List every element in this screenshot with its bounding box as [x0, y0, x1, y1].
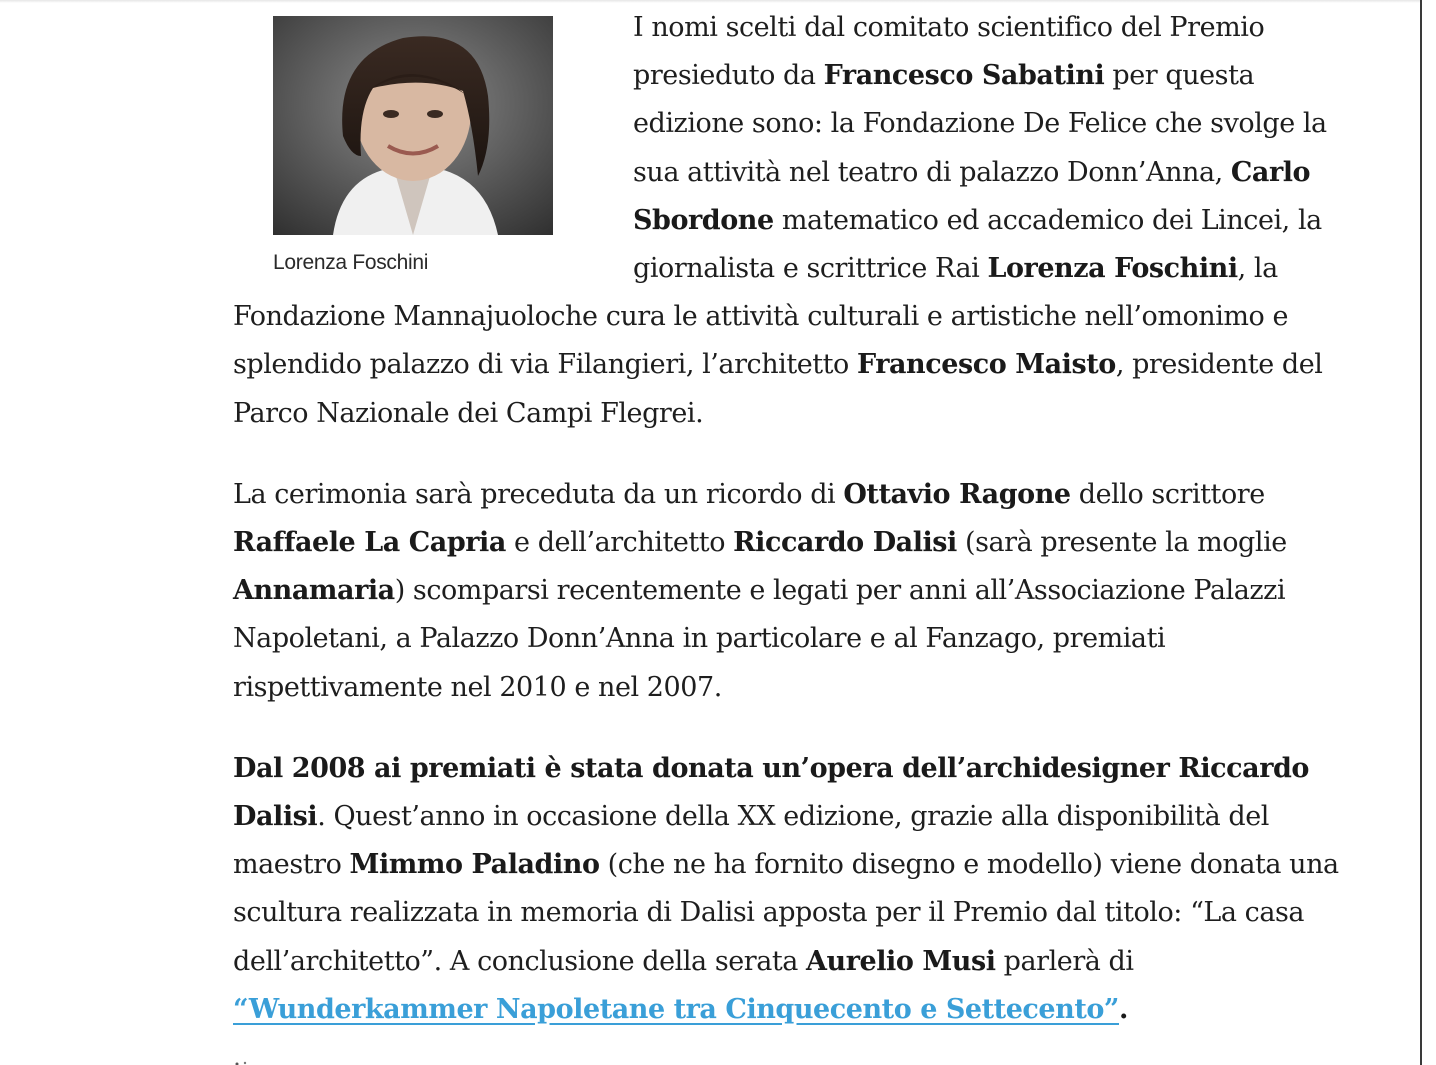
portrait-illustration	[273, 16, 553, 235]
window-edge	[1420, 0, 1422, 1065]
name-aurelio-musi: Aurelio Musi	[806, 945, 996, 977]
text-segment: I nomi scelti dal comitato scientifico del Premio presieduto da	[633, 12, 1265, 92]
bold-statement: Dal 2008 ai premiati è stata donata un’opera dell’archidesigner Riccardo Dalisi	[233, 752, 1309, 833]
name-mimmo-paladino: Mimmo Paladino	[349, 849, 600, 881]
text-segment: , la Fondazione Mannajuoloche cura le attività culturali e artistiche nell’omonimo e splendido palazzo di via Filangieri, l’architetto	[233, 253, 1289, 381]
article-figure	[273, 16, 593, 277]
name-ottavio-ragone: Ottavio Ragone	[843, 478, 1071, 510]
text-segment: per questa edizione sono: la Fondazione De Felice che svolge la sua attività nel teatro di palazzo Donn’Anna,	[633, 60, 1327, 188]
name-francesco-sabatini: Francesco Sabatini	[823, 60, 1105, 92]
next-item-fragment	[233, 1058, 249, 1065]
portrait-photo	[273, 16, 553, 235]
name-raffaele-la-capria: Raffaele La Capria	[233, 527, 506, 559]
name-carlo-sbordone: Carlo Sbordone	[633, 156, 1311, 236]
article-body	[233, 0, 1343, 1065]
photo-caption: Lorenza Foschini	[273, 251, 429, 274]
paragraph-ceremony	[233, 471, 1343, 712]
text-segment: , presidente del Parco Nazionale dei Campi Flegrei.	[233, 349, 1323, 429]
text-segment: . Quest’anno in occasione della XX edizione, grazie alla disponibilità del maestro	[233, 801, 1269, 881]
text-segment: dello scrittore	[1070, 478, 1265, 510]
name-lorenza-foschini: Lorenza Foschini	[987, 253, 1238, 285]
paragraph-award-sculpture	[233, 745, 1343, 1034]
text-segment: La cerimonia sarà preceduta da un ricordo di	[233, 478, 844, 510]
text-segment: (che ne ha fornito disegno e modello) viene donata una scultura realizzata in memoria di Dalisi apposta per il Premio dal titolo: “La casa dell’architetto”. A conclusione della serata	[233, 849, 1339, 977]
wunderkammer-link[interactable]: “Wunderkammer Napoletane tra Cinquecento e Settecento”	[233, 993, 1119, 1025]
name-riccardo-dalisi: Riccardo Dalisi	[733, 527, 957, 559]
name-francesco-maisto: Francesco Maisto	[856, 349, 1116, 381]
text-segment: matematico ed accademico dei Lincei, la giornalista e scrittrice Rai	[633, 204, 1322, 285]
text-segment: parlerà di	[995, 945, 1134, 977]
text-segment: .	[1119, 993, 1128, 1025]
text-segment: e dell’architetto	[505, 527, 734, 559]
name-annamaria: Annamaria	[233, 575, 395, 607]
text-segment: ) scomparsi recentemente e legati per anni all’Associazione Palazzi Napoletani, a Palazzo Donn’Anna in particolare e al Fanzago, premiati rispettivamente nel 2010 e nel 2007.	[233, 575, 1286, 703]
text-segment: (sarà presente la moglie	[956, 527, 1287, 559]
